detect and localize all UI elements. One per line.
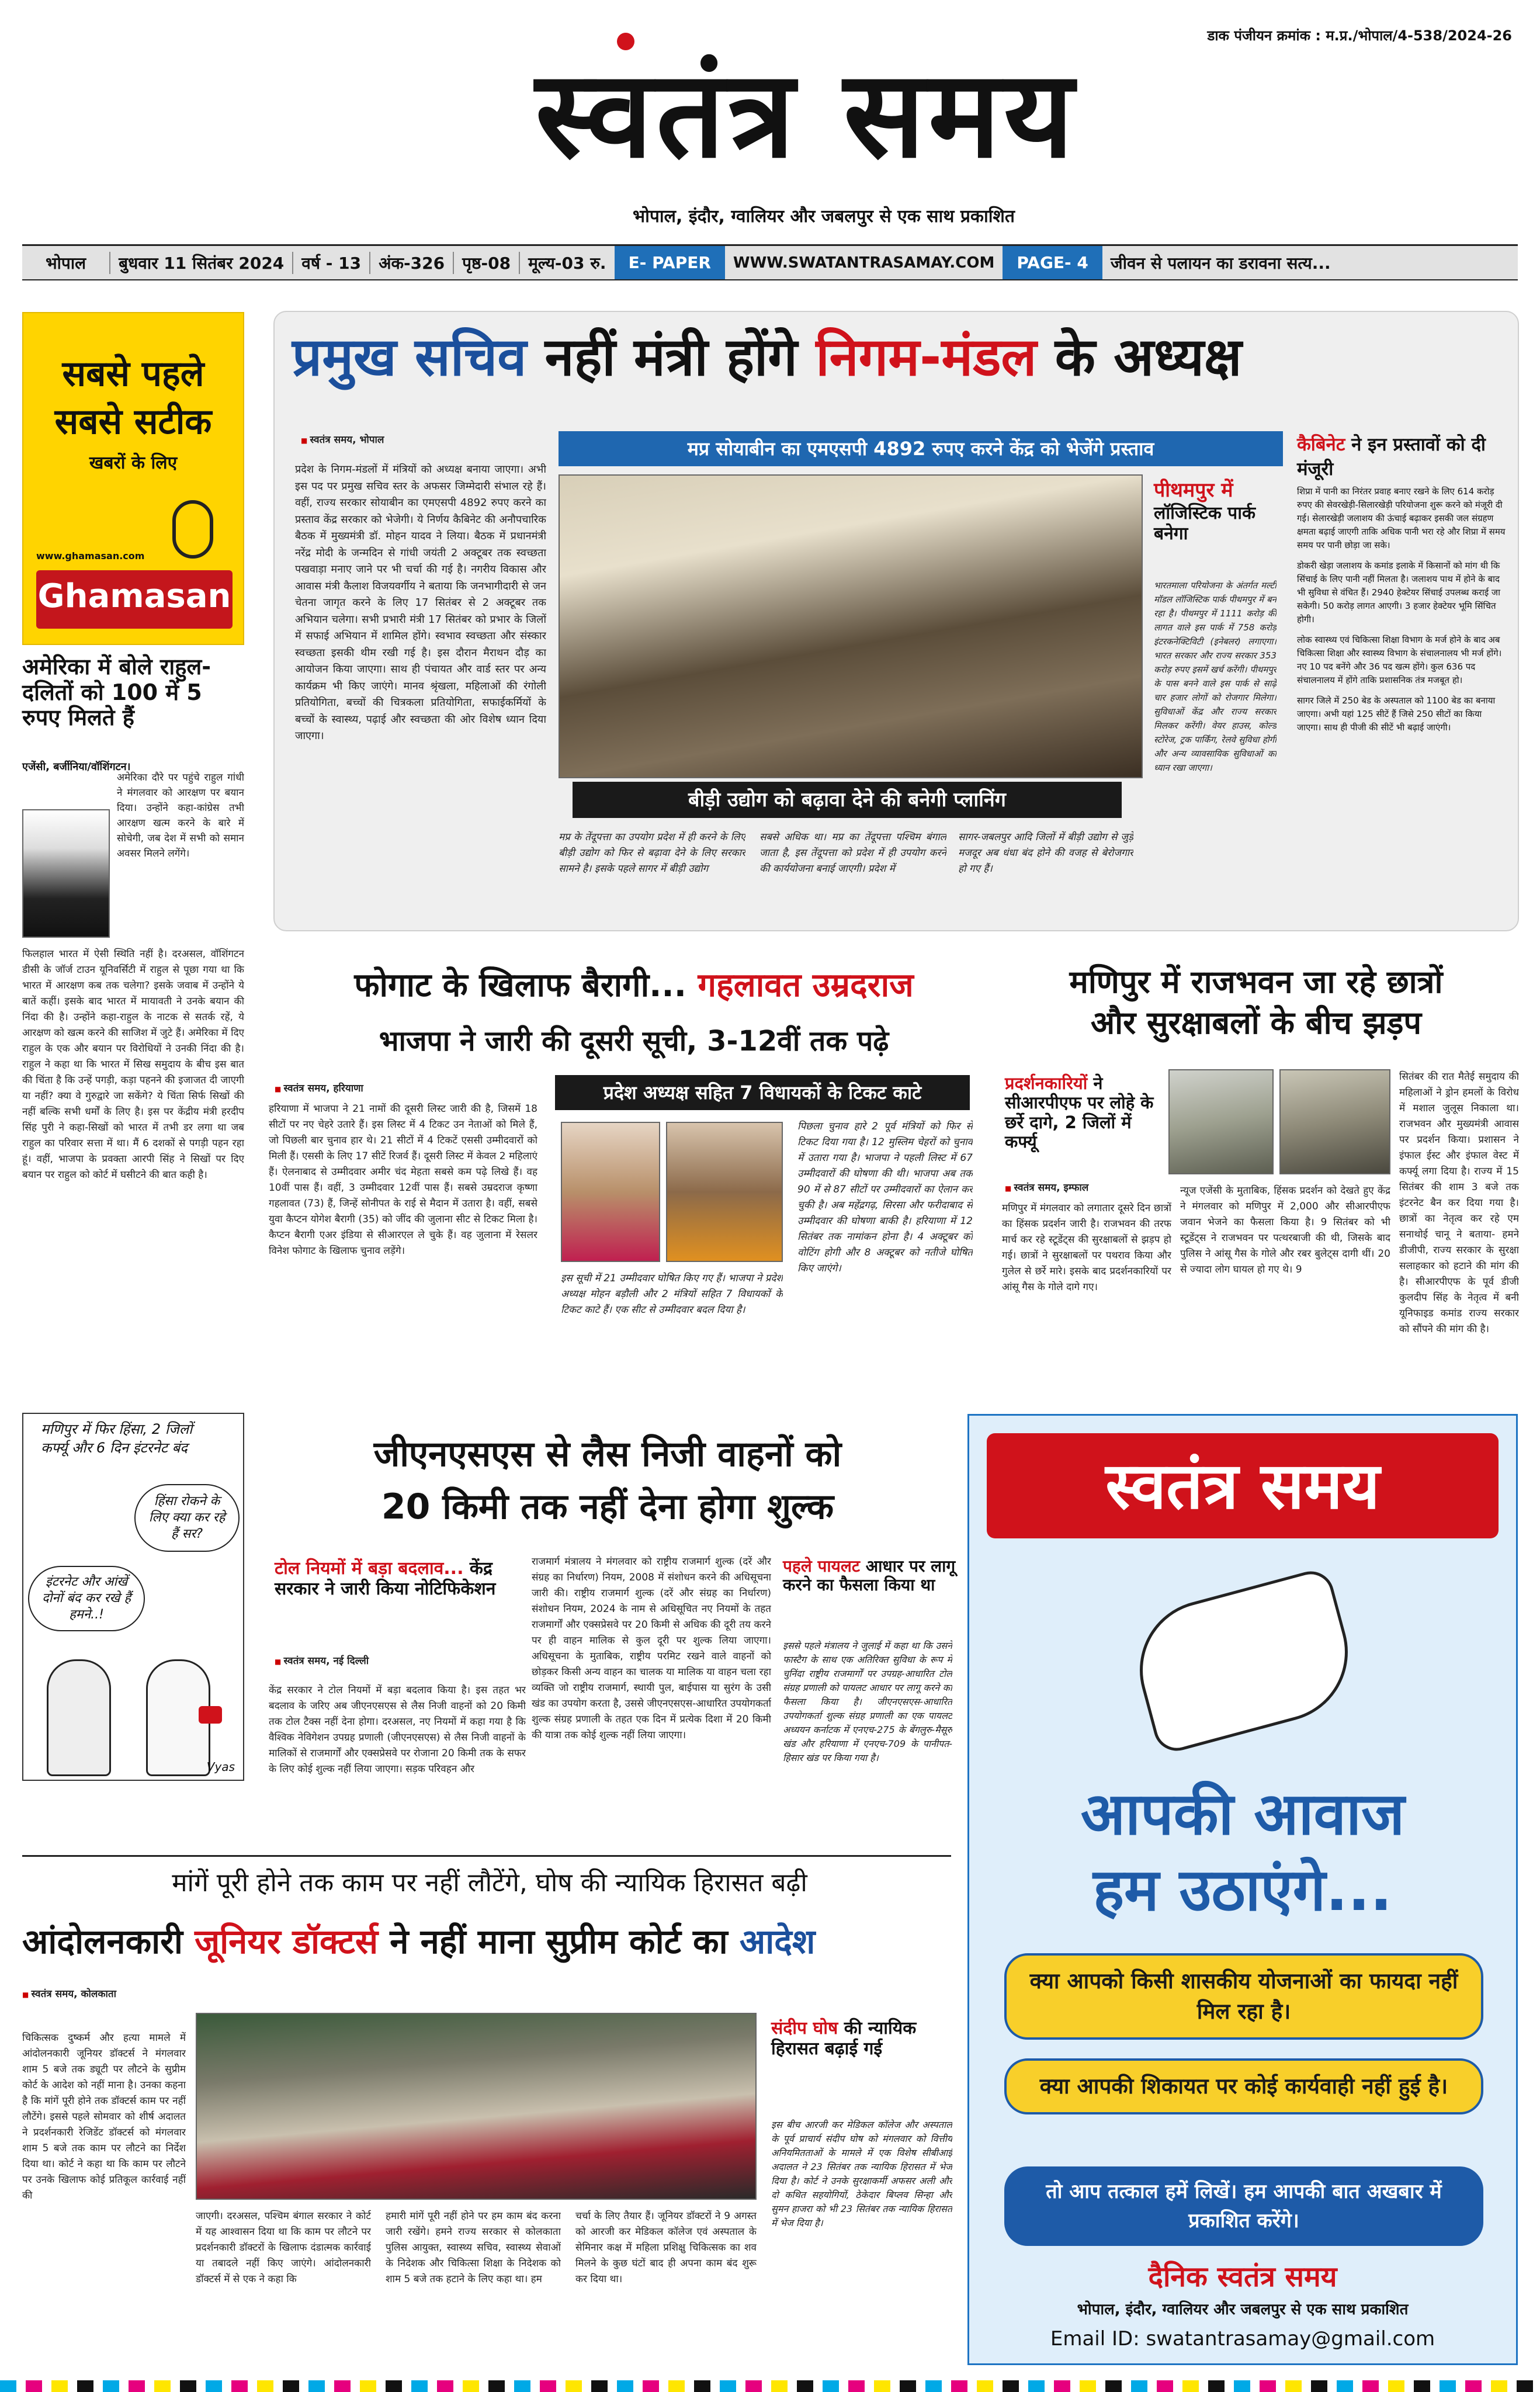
pen-hand-icon <box>1124 1566 1364 1756</box>
gnss-col-2: राजमार्ग मंत्रालय ने मंगलवार को राष्ट्रीय राजमार्ग शुल्क (दरें और संग्रह का निर्धारण) नियम, 2008 में संशोधन करने की अधिसूचना जारी की। राष्ट्रीय राजमार्ग शुल्क (दरें और संग्रह का निर्धारण) संशोधन नियम, 2024 के नाम से अधिसूचित नए नियमों के तहत राजमार्गों और एक्सप्रेसवे पर 20 किमी से अधिक की दूरी तय करने पर ही वाहन मालिक से कुल दूरी पर शुल्क लिया जाएगा। अधिसूचना के मुताबिक, राष्ट्रीय परमिट रखने वाले वाहनों को छोड़कर किसी अन्य वाहन का चालक या मालिक या वाहन चला रहा व्यक्ति जो राष्ट्रीय राजमार्ग, स्थायी पुल, बाईपास या सुरंग के उसी खंड का उपयोग करता है, उससे जीएनएसएस-आधारित उपयोगकर्ता शुल्क संग्रह प्रणाली के तहत एक दिन में प्रत्येक दिशा में 20 किमी की यात्रा तक कोई शुल्क नहीं लिया जाएगा। <box>532 1556 771 1741</box>
manipur-byline: ■ स्वतंत्र समय, इम्फाल <box>1005 1180 1088 1194</box>
ghosh-side-head[interactable]: संदीप घोष की न्यायिक हिरासत बढ़ाई गई <box>771 2018 917 2059</box>
pithampur-head-red[interactable]: पीथमपुर में <box>1154 479 1233 502</box>
manipur-photo-1 <box>1168 1069 1274 1174</box>
ad-url: www.ghamasan.com <box>36 550 145 561</box>
cabinet-meeting-photo <box>559 474 1143 778</box>
ticker-headline[interactable]: जीवन से पलायन का डरावना सत्य... <box>1110 253 1331 273</box>
issue-date: बुधवार 11 सितंबर 2024 <box>119 253 285 273</box>
cartoon-box <box>22 1413 244 1781</box>
ad-footer-brand: दैनिक स्वतंत्र समय <box>1148 2261 1337 2293</box>
vinesh-byline: ■ स्वतंत्र समय, हरियाणा <box>275 1081 363 1094</box>
masthead-title: स्वतंत्र समय <box>535 43 1077 185</box>
ad-question-2: क्या आपकी शिकायत पर कोई कार्यवाही नहीं हुई है। <box>1004 2058 1483 2114</box>
cabinet-list <box>1297 485 1507 923</box>
rahul-headline[interactable]: अमेरिका में बोले राहुल-दलितों को 100 में 5 रुपए मिलते हैं <box>22 654 211 731</box>
gnss-side2-body: इससे पहले मंत्रालय ने जुलाई में कहा था कि उसने फास्टैग के साथ एक अतिरिक्त सुविधा के रूप में चुनिंदा राष्ट्रीय राजमार्गों पर उपग्रह-आधारित टोल संग्रह प्रणाली को पायलट आधार पर लागू करने का फैसला किया है। जीएनएसएस-आधारित उपयोगकर्ता शुल्क संग्रह प्रणाली का एक पायलट अध्ययन कर्नाटक में एनएच-275 के बेंगलुरु-मैसूरु खंड और हरियाणा में एनएच-709 के पानीपत-हिसार खंड पर किया गया है। <box>783 1640 952 1763</box>
ad-line2: सबसे सटीक <box>54 401 212 442</box>
vinesh-photo-caption: इस सूची में 21 उम्मीदवार घोषित किए गए हैं। भाजपा ने प्रदेश अध्यक्ष मोहन बड़ौली और 2 मंत्रियों सहित 7 विधायकों के टिकट काटे हैं। एक सीट से उम्मीदवार बदल दिया है। <box>561 1273 783 1316</box>
lead-headline[interactable]: प्रमुख सचिव नहीं मंत्री होंगे निगम-मंडल के अध्यक्ष <box>292 327 1242 388</box>
cartoon-title: मणिपुर में फिर हिंसा, 2 जिलों कर्फ्यू और 6 दिन इंटरनेट बंद <box>41 1421 193 1456</box>
rahul-intro: अमेरिका दौरे पर पहुंचे राहुल गांधी ने मंगलवार को आरक्षण पर बयान दिया। उन्होंने कहा-कांग्रेस तभी आरक्षण खत्म करने के बारे में सोचेगी, जब देश में सभी को समान अवसर मिलने लगेंगे। <box>117 772 244 859</box>
cartoon-signature: Vyas <box>206 1760 235 1774</box>
doctors-col-4: चर्चा के लिए तैयार हैं। जूनियर डॉक्टरों ने 9 अगस्त को आरजी कर मेडिकल कॉलेज एवं अस्पताल के सेमिनार कक्ष में महिला प्रशिक्षु चिकित्सक का शव मिलने के कुछ घंटों बाद ही अपना काम बंद शुरू कर दिया था। <box>575 2210 757 2285</box>
gnss-col-1: केंद्र सरकार ने टोल नियमों में बड़ा बदलाव किया है। इस तहत भर बदलाव के जरिए अब जीएनएसएस से लैस निजी वाहनों को 20 किमी तक टोल टैक्स नहीं देना होगा। दरअसल, नए नियमों में कहा गया है कि वैश्विक नेविगेशन उपग्रह प्रणाली (जीएनएसएस) से लैस निजी वाहनों के मालिकों से राजमार्गों और एक्सप्रेसवे पर रोजाना 20 किमी तक के सफर के लिए कोई शुल्क नहीं लिया जाएगा। सड़क परिवहन और <box>269 1684 526 1775</box>
manipur-side-head[interactable]: प्रदर्शनकारियों ने सीआरपीएफ पर लोहे के छर्रे दागे, 2 जिलों में कर्फ्यू <box>1005 1073 1154 1152</box>
ad-question-1: क्या आपको किसी शासकीय योजनाओं का फायदा नहीं मिल रहा है। <box>1004 1953 1483 2040</box>
doctors-protest-photo <box>196 2013 757 2200</box>
ad-line3: खबरों के लिए <box>89 453 178 473</box>
pithampur-body: भारतमाला परियोजना के अंतर्गत मल्टी मॉडल लॉजिस्टिक पार्क पीथमपुर में बन रहा है। पीथमपुर में 1111 करोड़ की लागत वाले इस पार्क में 758 करोड़ इंटरकनेक्टिविटी (इनेबलर) लगाएगा। भारत सरकार और राज्य सरकार 353 करोड़ रुपए इसमें खर्च करेंगी। पीथमपुर के पास बनने वाले इस पार्क से साढ़े चार हजार लोगों को रोजगार मिलेगा। सुविधाओं केंद्र और राज्य सरकार मिलकर करेंगी। वेयर हाउस, कोल्ड स्टोरेज, ट्रक पार्किंग, रेलवे सुविधा होगी और अन्य व्यावसायिक सुविधाओं का ध्यान रखा जाएगा। <box>1154 580 1277 773</box>
registration-number: डाक पंजीयन क्रमांक : म.प्र./भोपाल/4-538/2024-26 <box>1207 27 1512 44</box>
cartoon-bubble-1: हिंसा रोकने के लिए क्या कर रहे हैं सर? <box>134 1484 240 1552</box>
website-link[interactable]: WWW.SWATANTRASAMAY.COM <box>733 254 995 272</box>
beedi-caption-1: मप्र के तेंदूपत्ता का उपयोग प्रदेश में ही करने के लिए बीड़ी उद्योग को फिर से बढ़ावा देने के लिए सरकार सामने है। इसके पहले सागर में बीड़ी उद्योग <box>559 831 745 875</box>
ad-cta: तो आप तत्काल हमें लिखें। हम आपकी बात अखबार में प्रकाशित करेंगे। <box>1004 2166 1483 2246</box>
rahul-body: फिलहाल भारत में ऐसी स्थिति नहीं है। दरअसल, वॉशिंगटन डीसी के जॉर्ज टाउन यूनिवर्सिटी में राहुल से पूछा गया था कि भारत में आरक्षण कब तक चलेगा? इसके जवाब में उन्होंने ये बातें कहीं। इसके बाद भारत में मायावती ने उनके बयान की निंदा की है। उन्होंने कहा-राहुल के नाटक से सतर्क रहें, ये आरक्षण को खत्म करने की साजिश में जुटे हैं। अमेरिका में दिए राहुल के एक और बयान पर विरोधियों ने उनकी निंदा की है। राहुल ने कहा था कि भारत में सिख समुदाय के बीच इस बात की चिंता है कि उन्हें पगड़ी, कड़ा पहनने की इजाजत दी जाएगी या नहीं? क्या वे गुरुद्वारे जा सकेंगे? ये चिंता सिर्फ सिखों की नहीं बल्कि सभी धर्मों के लिए है। इस पर केंद्रीय मंत्री हरदीप सिंह पुरी ने कहा-सिखों को भारत में तभी डर लगा था जब राहुल का परिवार सत्ता में था। मैं 6 दशकों से पगड़ी पहन रहा हूं। वहीं, भाजपा के प्रवक्ता आरपी सिंह ने सिखों पर दिए बयान पर राहुल को कोर्ट में घसीटने की बात कही है। <box>22 948 244 1181</box>
vinesh-body: हरियाणा में भाजपा ने 21 नामों की दूसरी लिस्ट जारी की है, जिसमें 18 सीटों पर नए चेहरे उतारे हैं। इस लिस्ट में 4 टिकट उन नेताओं को मिले हैं, जो पिछली बार चुनाव हार थे। 21 सीटों में 4 टिकटें एससी उम्मीदवारों को मिली हैं। एससी के लिए 17 सीटें रिजर्व हैं। दूसरी लिस्ट में केवल 2 महिलाएं हैं। ऐलनाबाद से उम्मीदवार अमीर चंद मेहता सबसे कम पढ़े लिखे हैं। वह 10वीं पास हैं। वहीं, 3 उम्मीदवार 12वीं पास हैं। सबसे उम्रदराज कृष्णा गहलावत (73) हैं, जिन्हें सोनीपत के राई से मैदान में उतारा है। वहीं, सबसे युवा कैप्टन योगेश बैरागी (35) को जींद की जुलाना सीट से टिकट मिला है। कैप्टन बैरागी एअर इंडिया से सीआरएल ले चुके हैं। वह जुलाना में रेसलर विनेश फोगाट के खिलाफ चुनाव लड़ेंगे। <box>269 1103 537 1257</box>
page-count: पृष्ठ-08 <box>462 253 511 273</box>
registration-color-bar <box>0 2380 1540 2392</box>
ghosh-side-body: इस बीच आरजी कर मेडिकल कॉलेज और अस्पताल के पूर्व प्राचार्य संदीप घोष को मंगलवार को वित्तीय अनियमितताओं के मामले में एक विशेष सीबीआई अदालत ने 23 सितंबर तक न्यायिक हिरासत में भेज दिया है। कोर्ट ने उनके सुरक्षाकर्मी अफसर अली और दो कथित सहयोगियों, ठेकेदार बिप्लव सिन्हा और सुमन हाजरा को भी 23 सितंबर तक न्यायिक हिरासत में भेज दिया है। <box>771 2119 952 2228</box>
cartoon-microphone-icon <box>199 1706 222 1724</box>
ad-brand-logo: Ghamasan <box>36 570 233 629</box>
manipur-photo-2 <box>1279 1069 1390 1174</box>
ad-line-1: आपकी आवाज <box>1080 1780 1405 1848</box>
swatantra-samay-ad[interactable] <box>967 1414 1518 2365</box>
cabinet-item: लोक स्वास्थ्य एवं चिकित्सा शिक्षा विभाग के मर्ज होने के बाद अब चिकित्सा शिक्षा और स्वास्थ्य विभाग के संचालनालय भी मर्ज होंगे। नए 10 पद बनेंगे और 36 पद खत्म होंगे। कुल 636 पद संचालनालय में होंगे ताकि प्रशासनिक तंत्र मजबूत हो। <box>1297 635 1502 685</box>
vinesh-dark-strip[interactable]: प्रदेश अध्यक्ष सहित 7 विधायकों के टिकट काटे <box>555 1075 970 1110</box>
gnss-byline: ■ स्वतंत्र समय, नई दिल्ली <box>275 1653 369 1667</box>
soybean-strip[interactable]: मप्र सोयाबीन का एमएसपी 4892 रुपए करने केंद्र को भेजेंगे प्रस्ताव <box>559 431 1283 466</box>
ad-brand-banner: स्वतंत्र समय <box>987 1433 1499 1538</box>
divider <box>22 1855 951 1857</box>
manipur-col-1: मणिपुर में मंगलवार को लगातार दूसरे दिन छात्रों का हिंसक प्रदर्शन जारी है। राजभवन की तरफ मार्च कर रहे स्टूडेंट्स की सुरक्षाबलों से झड़प हो गई। छात्रों ने सुरक्षाबलों पर पथराव किया और गुलेल से छर्रे मारे। इसके बाद प्रदर्शनकारियों पर आंसू गैस के गोले दागे गए। <box>1002 1202 1171 1293</box>
doctors-headline[interactable]: आंदोलनकारी जूनियर डॉक्टर्स ने नहीं माना सुप्रीम कोर्ट का आदेश <box>22 1922 816 1961</box>
vinesh-subhead[interactable]: भाजपा ने जारी की दूसरी सूची, 3-12वीं तक पढ़े <box>379 1025 889 1058</box>
ad-footer-cities: भोपाल, इंदौर, ग्वालियर और जबलपुर से एक साथ प्रकाशित <box>1077 2301 1409 2318</box>
tagline: भोपाल, इंदौर, ग्वालियर और जबलपुर से एक साथ प्रकाशित <box>633 206 1015 227</box>
gnss-side2-head[interactable]: पहले पायलट आधार पर लागू करने का फैसला किया था <box>783 1556 956 1595</box>
gnss-headline-1[interactable]: जीएनएसएस से लैस निजी वाहनों को <box>373 1434 842 1475</box>
cartoon-figure-1 <box>47 1659 111 1776</box>
rahul-byline: एजेंसी, बर्जीनिया/वॉशिंगटन। <box>22 761 131 773</box>
beedi-strip[interactable]: बीड़ी उद्योग को बढ़ावा देने की बनेगी प्लानिंग <box>573 782 1122 818</box>
doctors-byline: ■ स्वतंत्र समय, कोलकाता <box>22 1987 116 2000</box>
info-bar <box>22 244 1518 280</box>
beedi-caption-3: सागर-जबलपुर आदि जिलों में बीड़ी उद्योग से जुड़े मजदूर अब धंधा बंद होने की वजह से बेरोजगार हो गए हैं। <box>958 831 1133 875</box>
vinesh-photo <box>561 1122 660 1262</box>
manipur-col-2: न्यूज एजेंसी के मुताबिक, हिंसक प्रदर्शन को देखते हुए केंद्र ने मंगलवार को मणिपुर में 2,000 और सीआरपीएफ जवान भेजने का फैसला किया है। 9 सितंबर को भी स्टूडेंट्स ने राजभवन पर पत्थरबाजी की थी, जिसके बाद पुलिस ने आंसू गैस के गोले और रबर बुलेट्स दागी थीं। 20 से ज्यादा लोग घायल हो गए थे। 9 <box>1180 1185 1390 1275</box>
manipur-headline-1[interactable]: मणिपुर में राजभवन जा रहे छात्रों <box>1069 963 1443 1000</box>
ad-line1: सबसे पहले <box>62 353 204 394</box>
doctors-col-2: जाएगी। दरअसल, पश्चिम बंगाल सरकार ने कोर्ट में यह आश्वासन दिया था कि काम पर लौटने पर प्रदर्शनकारी डॉक्टरों के खिलाफ दंडात्मक कार्रवाई या तबादले नहीं किए जाएंगे। आंदोलनकारी डॉक्टर्स में से एक ने कहा कि <box>196 2210 371 2285</box>
beedi-caption-2: सबसे अधिक था। मप्र का तेंदूपत्ता पश्चिम बंगाल जाता है, इस तेंदूपत्ता को प्रदेश में ही उपयोग करने की कार्ययोजना बनाई जाएगी। प्रदेश में <box>759 831 946 875</box>
vinesh-headline[interactable]: फोगाट के खिलाफ बैरागी... गहलावत उम्रदराज <box>354 966 914 1004</box>
doctors-col-1: चिकित्सक दुष्कर्म और हत्या मामले में आंदोलनकारी जूनियर डॉक्टर्स ने मंगलवार शाम 5 बजे तक ड्यूटी पर लौटने के सुप्रीम कोर्ट के आदेश को नहीं माना है। उनका कहना है कि मांगें पूरी होने तक डॉक्टर्स काम पर नहीं लौटेंगे। इससे पहले सोमवार को शीर्ष अदालत ने प्रदर्शनकारी रेजिडेंट डॉक्टर्स को मंगलवार शाम 5 बजे तक काम पर लौटने का निर्देश दिया था। कोर्ट ने कहा था कि काम पर लौटने पर उनके खिलाफ कोई प्रतिकूल कार्रवाई नहीं की <box>22 2032 186 2202</box>
price: मूल्य-03 रु. <box>528 253 606 273</box>
ad-line-2: हम उठाएंगे... <box>1092 1856 1393 1924</box>
doctors-col-3: हमारी मांगें पूरी नहीं होने पर हम काम बंद करना जारी रखेंगे। हमने राज्य सरकार से कोलकाता पुलिस आयुक्त, स्वास्थ्य सचिव, स्वास्थ्य सेवाओं के निदेशक और चिकित्सा शिक्षा के निदेशक को शाम 5 बजे तक हटाने के लिए कहा था। हम <box>386 2210 561 2285</box>
ad-email[interactable]: Email ID: swatantrasamay@gmail.com <box>1050 2327 1435 2351</box>
issue-number: अंक-326 <box>379 253 445 273</box>
manipur-col-3: सितंबर की रात मैतेई समुदाय की महिलाओं ने ड्रोन हमलों के विरोध में मशाल जुलूस निकाला था। राजभवन और मुख्यमंत्री आवास पर प्रदर्शन किया। प्रशासन ने इंफाल ईस्ट और इंफाल वेस्ट में कर्फ्यू लगा दिया है। राज्य में 15 सितंबर की शाम 3 बजे तक इंटरनेट बैन कर दिया गया है। छात्रों का नेतृत्व कर रहे एम सनाथोई चानू ने बताया- हमने डीजीपी, राज्य सरकार के सुरक्षा सलाहकार को हटाने की मांग की है। सीआरपीएफ के पूर्व डीजी कुलदीप सिंह के नेतृत्व में बनी यूनिफाइड कमांड राज्य सरकार को सौंपने की मांग की है। <box>1399 1071 1519 1335</box>
page-number: PAGE- 4 <box>1003 246 1102 279</box>
vinesh-right-text: पिछला चुनाव हारे 2 पूर्व मंत्रियों को फिर से टिकट दिया गया है। 12 मुस्लिम चेहरों को चुनाव में उतारा गया है। भाजपा ने पहली लिस्ट में 67 उम्मीदवारों की घोषणा की थी। भाजपा अब तक 90 में से 87 सीटों पर उम्मीदवारों का ऐलान कर चुकी है। अब महेंद्रगढ़, सिरसा और फरीदाबाद से उम्मीदवार की घोषणा बाकी है। हरियाणा में 12 सितंबर तक नामांकन होना है। 4 अक्टूबर को वोटिंग होगी और 8 अक्टूबर को नतीजे घोषित किए जाएंगे। <box>797 1121 973 1274</box>
gnss-side-head[interactable]: टोल नियमों में बड़ा बदलाव... केंद्र सरकार ने जारी किया नोटिफिकेशन <box>275 1558 496 1599</box>
lead-body: प्रदेश के निगम-मंडलों में मंत्रियों को अध्यक्ष बनाया जाएगा। अभी इस पद पर प्रमुख सचिव स्तर के अफसर जिम्मेदारी संभाल रहे हैं। वहीं, राज्य सरकार सोयाबीन का एमएसपी 4892 रुपए करने का प्रस्ताव केंद्र सरकार को भेजेगी। ये निर्णय कैबिनेट की अनौपचारिक बैठक में मुख्यमंत्री डॉ. मोहन यादव ने लिया। बैठक में प्रधानमंत्री नरेंद्र मोदी के जन्मदिन से गांधी जयंती 2 अक्टूबर तक स्वच्छता पखवाड़ा मनाए जाने पर भी चर्चा की गई है। नगरीय विकास और आवास मंत्री कैलाश विजयवर्गीय ने बताया कि जनभागीदारी से जन चेतना जागृत करने के लिए 17 सितंबर से 2 अक्टूबर तक अभियान चलेगा। सभी प्रभारी मंत्री 17 सितंबर को प्रभार के जिलों में सफाई अभियान में शामिल होंगे। स्वभाव स्वच्छता और संस्कार स्वच्छता इसकी थीम रखी गई है। इस दौरान मैराथन दौड़ का आयोजन किया जाएगा। साथ ही पंचायत और वार्ड स्तर पर अन्य कार्यक्रम भी किए जाएंगे। मानव श्रृंखला, महिलाओं की रंगोली प्रतियोगिता, बच्चों की चित्रकला प्रतियोगिता, सफाईकर्मियों के बच्चों के स्वास्थ्य, पढ़ाई और स्वच्छता की ओर विशेष ध्यान दिया जाएगा। <box>295 463 546 742</box>
cabinet-head[interactable]: कैबिनेट ने इन प्रस्तावों को दी मंजूरी <box>1297 434 1486 480</box>
edition-city: भोपाल <box>46 253 86 273</box>
epaper-label[interactable]: E- PAPER <box>615 246 725 279</box>
cartoon-bubble-2: इंटरनेट और आंखें दोनों बंद कर रखे हैं हमने..! <box>28 1566 145 1631</box>
bairagi-photo <box>666 1122 783 1262</box>
lead-byline: ■ स्वतंत्र समय, भोपाल <box>301 432 384 446</box>
rahul-photo <box>22 809 110 938</box>
cabinet-item: डोकरी खेड़ा जलाशय के कमांड इलाके में किसानों को मांग थी कि सिंचाई के लिए पानी नहीं मिलता है। जलाशय पाथ में होने के बाद भी सुविधा से वंचित हैं। 2940 हेक्टेयर सिंचाई उपलब्ध कराई जा सकेगी। 50 करोड़ लागत आएगी। 3 हजार हेक्टेयर भूमि सिंचित होगी। <box>1297 560 1500 625</box>
doctors-kicker[interactable]: मांगें पूरी होने तक काम पर नहीं लौटेंगे, घोष की न्यायिक हिरासत बढ़ी <box>172 1868 807 1898</box>
issue-year: वर्ष - 13 <box>301 253 362 273</box>
gnss-headline-2[interactable]: 20 किमी तक नहीं देना होगा शुल्क <box>381 1486 834 1527</box>
mouse-icon <box>172 500 213 559</box>
manipur-headline-2[interactable]: और सुरक्षाबलों के बीच झड़प <box>1090 1004 1422 1041</box>
cabinet-item: सागर जिले में 250 बेड के अस्पताल को 1100 बेड का बनाया जाएगा। अभी यहां 125 सीटें हैं जिसे 250 सीटों का किया जाएगा। साथ ही पीजी की सीटें भी बढ़ाई जाएंगी। <box>1297 695 1496 733</box>
cabinet-item: शिप्रा में पानी का निरंतर प्रवाह बनाए रखने के लिए 614 करोड़ रुपए की सेवरखेड़ी-सिलारखेड़ी परियोजना शुरू करने को मंजूरी दी गई। सेलारखेड़ी जलाशय की ऊंचाई बढ़ाकर इसकी जल संग्रहण क्षमता बढ़ाई जाएगी ताकि अधिक पानी भरा रहे और शिप्रा में समय समय पर पानी छोड़ा जा सके। <box>1297 486 1506 550</box>
ghamasan-ad[interactable] <box>22 312 244 645</box>
pithampur-head[interactable]: लॉजिस्टिक पार्क बनेगा <box>1154 503 1256 544</box>
